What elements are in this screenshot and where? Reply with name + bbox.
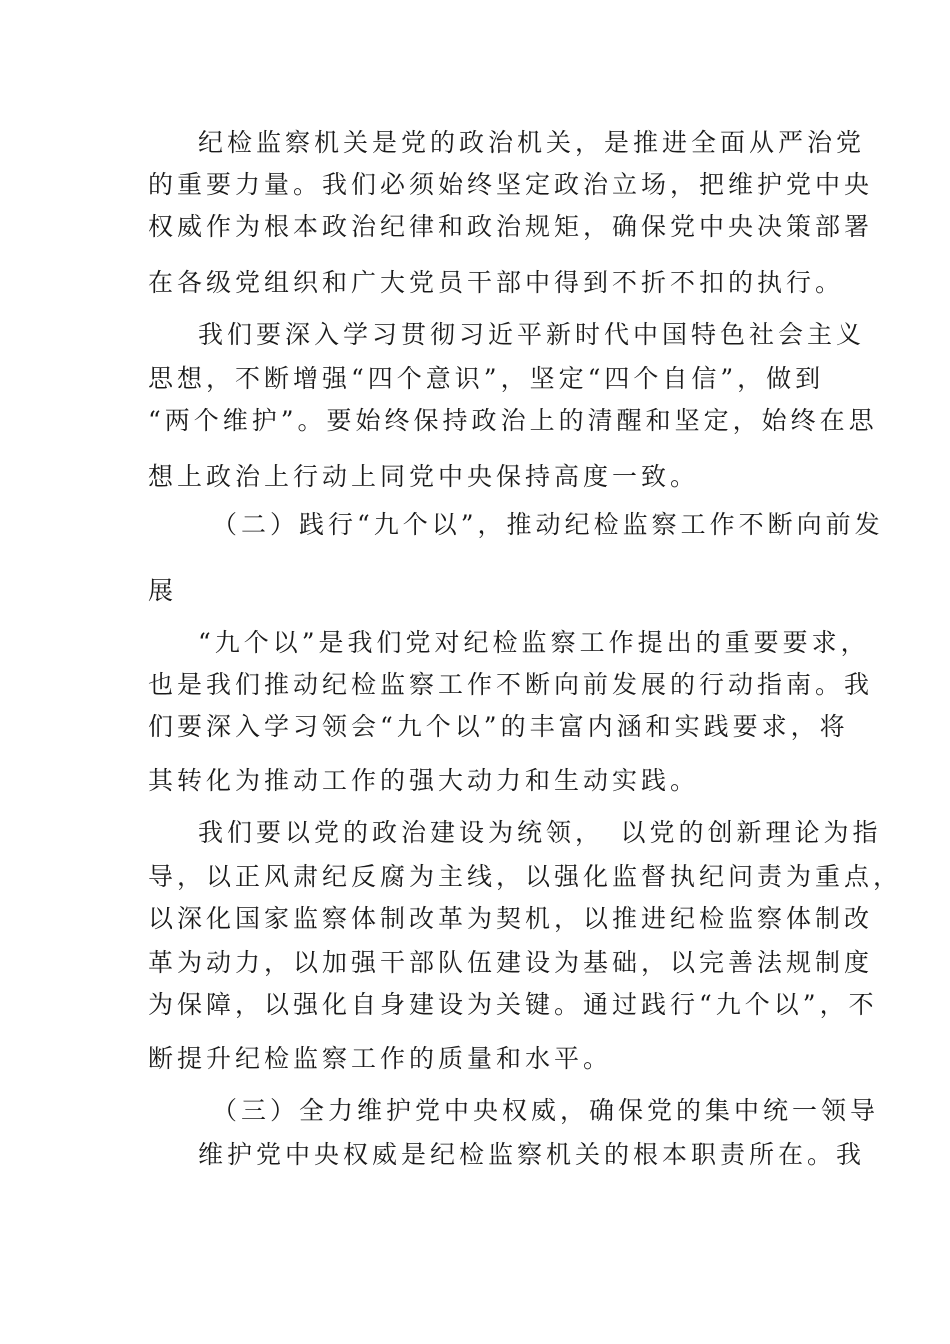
section-heading-2: （二）践行“九个以”，推动纪检监察工作不断向前发 — [212, 510, 884, 539]
paragraph-1-line-3: 权威作为根本政治纪律和政治规矩，确保党中央决策部署 — [148, 212, 874, 241]
paragraph-1-line-4: 在各级党组织和广大党员干部中得到不折不扣的执行。 — [148, 268, 845, 297]
paragraph-1-line-2: 的重要力量。我们必须始终坚定政治立场，把维护党中央 — [148, 170, 874, 199]
paragraph-4-line-2: 导，以正风肃纪反腐为主线，以强化监督执纪问责为重点， — [148, 862, 903, 891]
section-heading-2-continued: 展 — [148, 576, 178, 605]
paragraph-5-line-1: 维护党中央权威是纪检监察机关的根本职责所在。我 — [198, 1140, 866, 1169]
paragraph-4-line-4: 革为动力，以加强干部队伍建设为基础，以完善法规制度 — [148, 948, 874, 977]
paragraph-3-line-1: “九个以”是我们党对纪检监察工作提出的重要要求， — [198, 628, 870, 657]
section-heading-3: （三）全力维护党中央权威，确保党的集中统一领导 — [212, 1096, 880, 1125]
paragraph-2-line-2: 思想，不断增强“四个意识”，坚定“四个自信”，做到 — [148, 364, 825, 393]
paragraph-3-line-2: 也是我们推动纪检监察工作不断向前发展的行动指南。我 — [148, 670, 874, 699]
paragraph-2-line-3: “两个维护”。要始终保持政治上的清醒和坚定，始终在思 — [148, 406, 878, 435]
paragraph-4-line-6: 断提升纪检监察工作的质量和水平。 — [148, 1044, 613, 1073]
paragraph-1-line-1: 纪检监察机关是党的政治机关，是推进全面从严治党 — [198, 128, 866, 157]
paragraph-4-line-1: 我们要以党的政治建设为统领， 以党的创新理论为指 — [198, 818, 882, 847]
paragraph-2-line-4: 想上政治上行动上同党中央保持高度一致。 — [148, 462, 700, 491]
paragraph-3-line-3: 们要深入学习领会“九个以”的丰富内涵和实践要求，将 — [148, 712, 849, 741]
paragraph-3-line-4: 其转化为推动工作的强大动力和生动实践。 — [148, 766, 700, 795]
paragraph-4-line-3: 以深化国家监察体制改革为契机，以推进纪检监察体制改 — [148, 904, 874, 933]
paragraph-2-line-1: 我们要深入学习贯彻习近平新时代中国特色社会主义 — [198, 320, 866, 349]
paragraph-4-line-5: 为保障，以强化自身建设为关键。通过践行“九个以”，不 — [148, 990, 878, 1019]
